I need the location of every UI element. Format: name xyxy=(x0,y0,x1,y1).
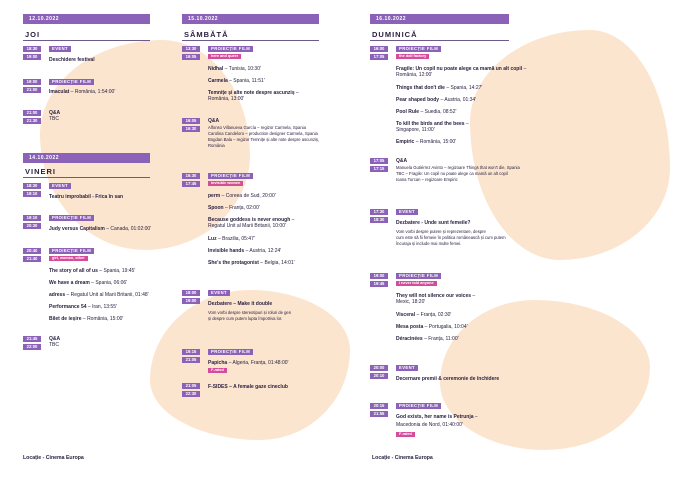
event-description: cum este să fii femeie în politica românească și cum putem xyxy=(396,235,506,240)
day-name: DUMINICĂ xyxy=(372,30,418,39)
f-rated-badge: F-rated xyxy=(396,432,415,437)
end-time: 17:15 xyxy=(370,166,388,172)
event-tag: PROIECȚIE FILM xyxy=(49,248,94,254)
start-time: 21:05 xyxy=(182,383,200,389)
event-title: Q&A xyxy=(396,158,408,164)
event-tag: EVENT xyxy=(396,365,418,371)
film-entry xyxy=(49,89,115,95)
start-time: 19:00 xyxy=(23,79,41,85)
film-meta: – Franța, 11:00' xyxy=(422,336,459,342)
film-meta: România, 13:00' xyxy=(208,96,245,102)
start-time: 16:00 xyxy=(370,46,388,52)
event-tag: EVENT xyxy=(208,290,230,296)
background-blob xyxy=(440,300,650,450)
film-title: Visceral xyxy=(396,312,416,318)
event-tag: PROIECȚIE FILM xyxy=(396,403,441,409)
day-name: SÂMBĂTĂ xyxy=(184,30,229,39)
guest-line: Bogdan Bala – regizor Temnițe și alte note despre ascunziș, xyxy=(208,137,320,142)
end-time: 21:05 xyxy=(182,357,200,363)
film-meta: – Portugalia, 10:04' xyxy=(423,324,468,330)
section-badge: invisible women xyxy=(208,181,243,186)
section-badge: here and queer xyxy=(208,54,241,59)
event-title: Teatru improbabil - Frica în san xyxy=(49,194,124,200)
start-time: 20:40 xyxy=(23,248,41,254)
start-time: 17:30 xyxy=(370,209,388,215)
f-rated-badge: F-rated xyxy=(208,368,227,373)
end-time: 20:30 xyxy=(23,223,41,229)
film-title: perm xyxy=(208,193,221,199)
date-bar: 12.10.2022 xyxy=(23,14,150,24)
start-time: 17:05 xyxy=(370,158,388,164)
section-badge: the doll factory xyxy=(396,54,429,59)
event-tag: PROIECȚIE FILM xyxy=(208,173,253,179)
event-description: Vom vorbi despre putere și reprezentare, despre xyxy=(396,229,486,234)
film-meta: – xyxy=(473,414,478,420)
film-meta: – Algeria, Franța, 01:48:00' xyxy=(227,360,289,366)
film-title: Carmela xyxy=(208,78,228,84)
film-entry xyxy=(396,414,478,420)
event-subtitle: TBC xyxy=(49,342,59,348)
event-tag: EVENT xyxy=(49,46,71,52)
film-meta: – Spania, 14:27' xyxy=(444,85,483,91)
film-entry xyxy=(49,268,135,274)
film-meta: – Iran, 13:55' xyxy=(86,304,117,310)
event-description: Vom vorbi despre stereotipuri și roluri de gen xyxy=(208,310,292,315)
film-meta: – Austria, 01:34' xyxy=(439,97,477,103)
film-title: Mesa posta xyxy=(396,324,424,330)
end-time: 19:10 xyxy=(23,191,41,197)
film-entry xyxy=(49,292,149,298)
start-time: 19:15 xyxy=(182,349,200,355)
film-title: Nidhal xyxy=(208,66,224,72)
film-entry xyxy=(49,316,123,322)
date-bar: 15.10.2022 xyxy=(182,14,319,24)
film-entry xyxy=(396,97,476,103)
film-meta: – xyxy=(294,90,299,96)
event-title: Q&A xyxy=(49,110,61,116)
film-meta: – România, 15:00' xyxy=(81,316,124,322)
film-title: Bilet de ieșire xyxy=(49,316,82,322)
event-tag: PROIECȚIE FILM xyxy=(49,215,94,221)
guest-line: Alfonso Villanueva García – regizor Carmela, Spania xyxy=(208,125,306,130)
event-tag: PROIECȚIE FILM xyxy=(396,273,441,279)
end-time: 19:45 xyxy=(370,281,388,287)
film-title: Judy versus Capitalism xyxy=(49,226,105,232)
guest-line: Carolina Candeloro – production designer Carmela, Spania xyxy=(208,131,318,136)
film-title: Things that don't die xyxy=(396,85,445,91)
end-time: 16:05 xyxy=(182,54,200,60)
day-name: JOI xyxy=(25,30,41,39)
end-time: 22:30 xyxy=(182,391,200,397)
film-title: Pool Rule xyxy=(396,109,420,115)
film-title: God exists, her name is Petrunja xyxy=(396,414,474,420)
film-meta: – Coreea de Sud, 20:00' xyxy=(220,193,276,199)
start-time: 19:10 xyxy=(23,215,41,221)
film-meta: – Spania, 06:06' xyxy=(89,280,128,286)
event-title: Dezbatere – Make it double xyxy=(208,301,273,307)
event-subtitle: TBC xyxy=(49,116,59,122)
film-meta: – România, 15:00' xyxy=(414,139,457,145)
event-title: Dezbatere - Unde sunt femeile? xyxy=(396,220,471,226)
film-entry xyxy=(396,336,459,342)
section-badge: i never told anyone xyxy=(396,281,437,286)
film-meta: – xyxy=(290,217,295,223)
start-time: 13:30 xyxy=(182,46,200,52)
film-title: Déracinées xyxy=(396,336,423,342)
film-title: Fragile: Un copil nu poate alege ca mamă un alt copil xyxy=(396,66,523,72)
event-tag: PROIECȚIE FILM xyxy=(396,46,441,52)
event-tag: PROIECȚIE FILM xyxy=(208,46,253,52)
film-meta: – xyxy=(522,66,527,72)
film-entry xyxy=(49,304,117,310)
film-meta: Macedonia de Nord, 01:40:00' xyxy=(396,422,463,428)
film-title: Luz xyxy=(208,236,217,242)
divider xyxy=(370,40,509,41)
film-meta: – xyxy=(471,293,476,299)
film-entry xyxy=(49,280,127,286)
end-time: 20:10 xyxy=(370,373,388,379)
event-tag: EVENT xyxy=(396,209,418,215)
start-time: 21:00 xyxy=(23,110,41,116)
film-meta: – Franța, 02:00' xyxy=(223,205,260,211)
film-meta: Singapore, 11:00' xyxy=(396,127,435,133)
end-time: 18:30 xyxy=(370,217,388,223)
film-entry xyxy=(49,226,151,232)
event-description: încuraja și include mai multe femei. xyxy=(396,241,462,246)
film-title: Because goddess is never enough xyxy=(208,217,291,223)
divider xyxy=(23,177,150,178)
start-time: 20:00 xyxy=(370,365,388,371)
day-name: VINERI xyxy=(25,167,57,176)
film-meta: – xyxy=(464,121,469,127)
event-tag: PROIECȚIE FILM xyxy=(208,349,253,355)
film-meta: – Spania, 19:45' xyxy=(97,268,136,274)
end-time: 19:00 xyxy=(23,54,41,60)
start-time: 18:30 xyxy=(23,183,41,189)
film-meta: – Spania, 11:51' xyxy=(227,78,265,84)
film-title: We have a dream xyxy=(49,280,90,286)
end-time: 21:30 xyxy=(23,118,41,124)
film-entry xyxy=(208,78,265,84)
film-entry xyxy=(396,109,456,115)
film-meta: – Canada, 01:02:00' xyxy=(104,226,152,232)
film-title: They will not silence our voices xyxy=(396,293,472,299)
location-label: Locație - Cinema Europa xyxy=(23,455,84,461)
film-entry xyxy=(208,193,276,199)
film-entry xyxy=(208,260,295,266)
film-title: Invisible hands xyxy=(208,248,245,254)
film-entry xyxy=(208,66,261,72)
end-time: 21:55 xyxy=(370,411,388,417)
film-meta: România, 12:00' xyxy=(396,72,433,78)
film-title: Imaculat xyxy=(49,89,70,95)
film-entry xyxy=(396,85,482,91)
film-title: Papicha xyxy=(208,360,228,366)
guest-line: Manuela Gutiérrez Avinto – regizoare Things that won't die, Spania xyxy=(396,165,520,170)
film-meta: – Regatul Unit al Marii Britanii, 01:48' xyxy=(65,292,149,298)
film-title: Pear shaped body xyxy=(396,97,440,103)
film-entry xyxy=(208,360,288,366)
end-time: 21:00 xyxy=(23,87,41,93)
event-title: Decernare premii & ceremonie de închidere xyxy=(396,376,500,382)
event-title: F-SIDES – A female gaze cineclub xyxy=(208,384,288,390)
guest-line: TBC – Fragile: Un copil nu poate alege ca mamă un alt copil xyxy=(396,171,508,176)
film-entry xyxy=(396,324,468,330)
start-time: 21:45 xyxy=(23,336,41,342)
end-time: 22:00 xyxy=(23,344,41,350)
event-description: și despre cum putem lupta împotriva lor. xyxy=(208,316,283,321)
film-meta: – Franța, 02:30' xyxy=(415,312,452,318)
guest-line: România xyxy=(208,143,225,148)
film-meta: – România, 1:54:00' xyxy=(69,89,116,95)
film-meta: – Suedia, 08:52' xyxy=(419,109,457,115)
film-title: Spoon xyxy=(208,205,224,211)
film-title: The story of all of us xyxy=(49,268,98,274)
film-meta: – Austria, 12:24' xyxy=(244,248,282,254)
film-title: adress xyxy=(49,292,66,298)
start-time: 18:00 xyxy=(182,290,200,296)
film-entry xyxy=(396,312,451,318)
film-meta: Regatul Unit al Marii Britanii, 10:00' xyxy=(208,223,286,229)
film-entry xyxy=(208,236,255,242)
start-time: 16:30 xyxy=(182,173,200,179)
film-entry xyxy=(208,248,281,254)
end-time: 19:00 xyxy=(182,298,200,304)
end-time: 17:05 xyxy=(370,54,388,60)
film-meta: – Tunisia, 10:30' xyxy=(223,66,261,72)
film-title: To kill the birds and the bees xyxy=(396,121,465,127)
film-title: Temnițe și alte note despre ascunziș xyxy=(208,90,295,96)
start-time: 18:30 xyxy=(23,46,41,52)
start-time: 19:00 xyxy=(370,273,388,279)
film-meta: Mexic, 18:20' xyxy=(396,299,426,305)
date-bar: 14.10.2022 xyxy=(23,153,150,163)
film-meta: – Brazilia, 05:47' xyxy=(216,236,255,242)
event-tag: EVENT xyxy=(49,183,71,189)
divider xyxy=(182,40,319,41)
film-meta: – Belgia, 14:01' xyxy=(258,260,295,266)
film-title: Empiric xyxy=(396,139,415,145)
start-time: 20:15 xyxy=(370,403,388,409)
film-title: Performance 54 xyxy=(49,304,87,310)
end-time: 16:30 xyxy=(182,126,200,132)
background-blob xyxy=(470,30,670,260)
end-time: 21:40 xyxy=(23,256,41,262)
event-tag: PROIECȚIE FILM xyxy=(49,79,94,85)
film-entry xyxy=(396,139,456,145)
event-title: Q&A xyxy=(49,336,61,342)
location-label: Locație - Cinema Europa xyxy=(372,455,433,461)
start-time: 16:05 xyxy=(182,118,200,124)
date-bar: 16.10.2022 xyxy=(370,14,509,24)
film-title: She's the protagonist xyxy=(208,260,259,266)
film-entry xyxy=(208,205,260,211)
end-time: 17:45 xyxy=(182,181,200,187)
event-title: Deschidere festival xyxy=(49,57,95,63)
event-title: Q&A xyxy=(208,118,220,124)
guest-line: Ioana Turcan – regizoare Empiric xyxy=(396,177,458,182)
divider xyxy=(23,40,150,41)
section-badge: girl, woman, other xyxy=(49,256,88,261)
